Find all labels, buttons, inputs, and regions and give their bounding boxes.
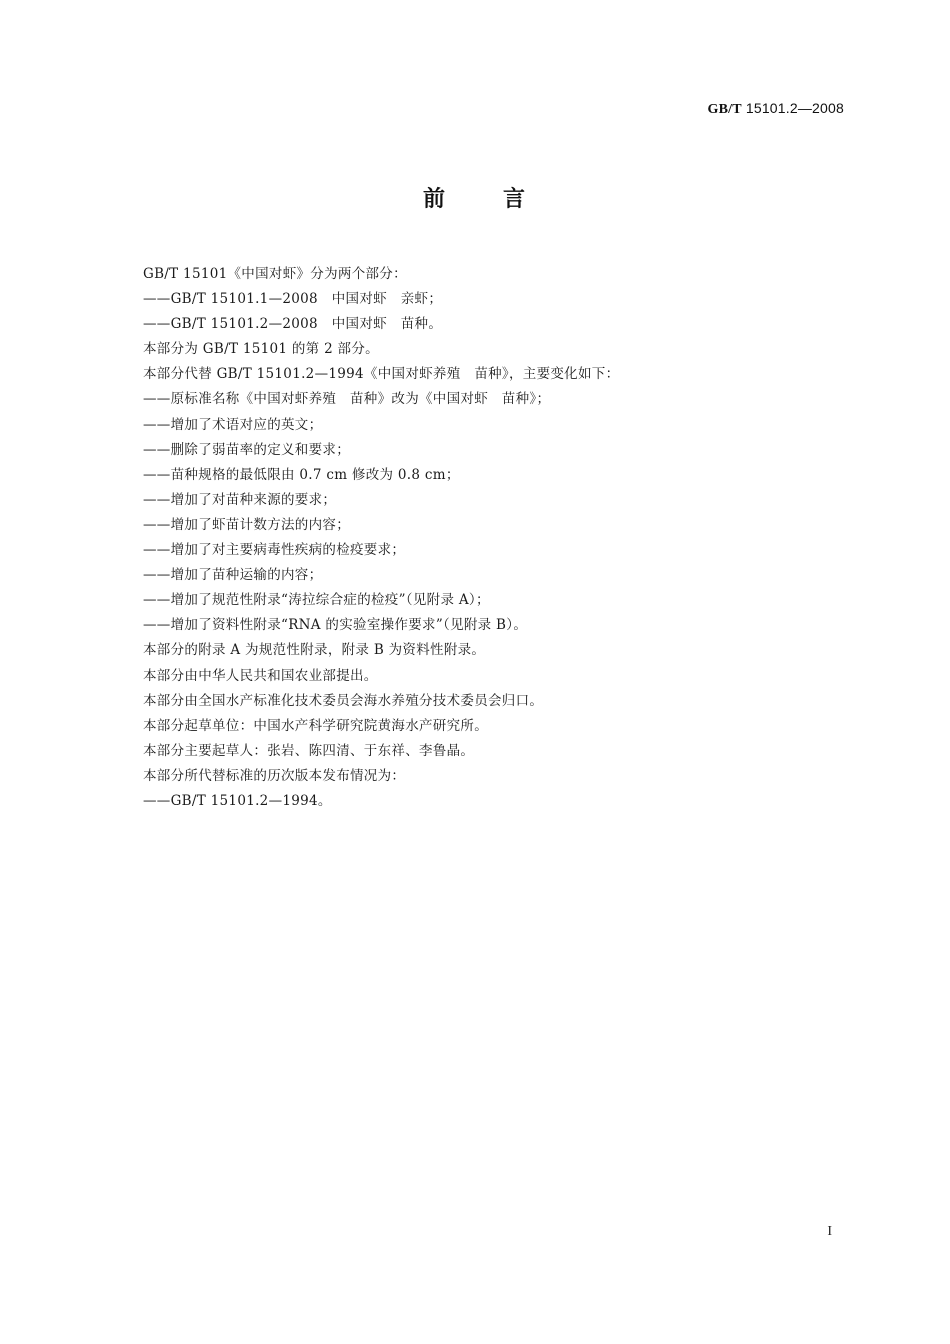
foreword-line: 本部分为 GB/T 15101 的第 2 部分。 (143, 341, 379, 358)
foreword-line: ——GB/T 15101.2—2008 中国对虾 苗种。 (143, 316, 443, 333)
foreword-line: ——原标准名称《中国对虾养殖 苗种》改为《中国对虾 苗种》； (143, 391, 551, 408)
foreword-line: ——增加了术语对应的英文； (143, 416, 323, 433)
foreword-line: ——增加了对苗种来源的要求； (143, 491, 337, 508)
foreword-body (143, 262, 823, 814)
foreword-line: 本部分所代替标准的历次版本发布情况为： (143, 767, 406, 784)
foreword-line: 本部分起草单位：中国水产科学研究院黄海水产研究所。 (143, 717, 488, 734)
foreword-line: ——增加了资料性附录“RNA 的实验室操作要求”（见附录 B）。 (143, 617, 528, 634)
standard-code (707, 100, 844, 118)
foreword-line: ——苗种规格的最低限由 0.7 cm 修改为 0.8 cm； (143, 466, 460, 483)
foreword-line: ——增加了对主要病毒性疾病的检疫要求； (143, 542, 406, 559)
standard-prefix: GB/T (707, 102, 742, 117)
foreword-line: ——增加了苗种运输的内容； (143, 567, 323, 584)
foreword-line: 本部分代替 GB/T 15101.2—1994《中国对虾养殖 苗种》，主要变化如下： (143, 366, 620, 383)
foreword-line: ——增加了虾苗计数方法的内容； (143, 516, 350, 533)
foreword-line: 本部分由全国水产标准化技术委员会海水养殖分技术委员会归口。 (143, 692, 544, 709)
foreword-line: GB/T 15101《中国对虾》分为两个部分： (143, 266, 407, 282)
page-title (0, 182, 950, 213)
foreword-line: 本部分由中华人民共和国农业部提出。 (143, 667, 378, 684)
foreword-line: ——删除了弱苗率的定义和要求； (143, 441, 350, 458)
foreword-line: 本部分主要起草人：张岩、陈四清、于东祥、李鲁晶。 (143, 742, 475, 759)
foreword-line: ——GB/T 15101.2—1994。 (143, 792, 332, 809)
foreword-line: ——GB/T 15101.1—2008 中国对虾 亲虾； (143, 291, 443, 308)
title-char-2: 言 (503, 187, 528, 212)
foreword-line: ——增加了规范性附录“涛拉综合症的检疫”（见附录 A）； (143, 592, 490, 609)
title-char-1: 前 (422, 187, 447, 212)
page-number: I (827, 1224, 832, 1239)
foreword-line: 本部分的附录 A 为规范性附录，附录 B 为资料性附录。 (143, 642, 486, 659)
standard-number: 15101.2—2008 (745, 100, 844, 116)
